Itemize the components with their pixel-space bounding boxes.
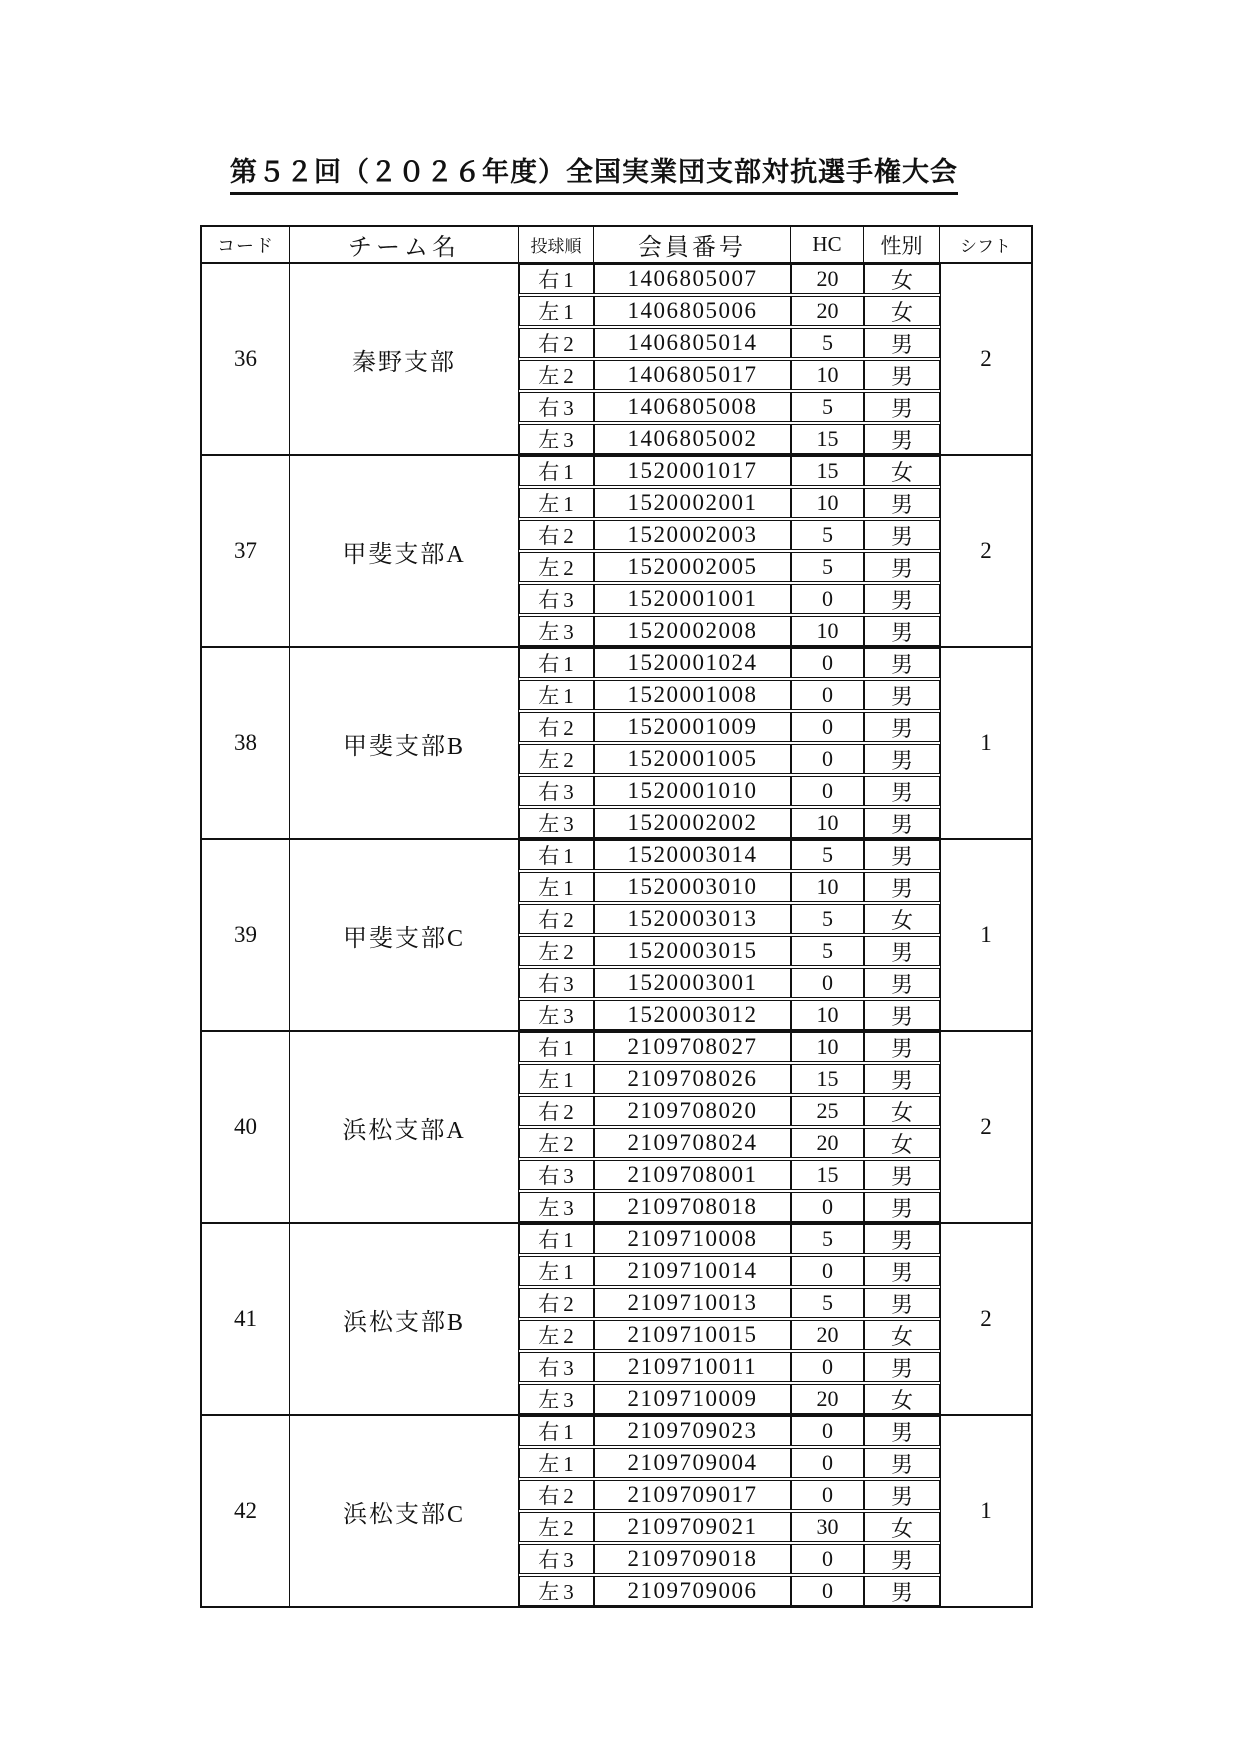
- player-gender: 男: [864, 1576, 940, 1606]
- team-shift: 1: [940, 648, 1031, 838]
- player-gender: 男: [864, 808, 940, 838]
- player-hc: 0: [791, 744, 864, 774]
- player-member: 2109710013: [594, 1288, 791, 1318]
- player-gender: 女: [864, 1096, 940, 1126]
- player-order: 左1: [519, 488, 594, 518]
- player-gender: 男: [864, 744, 940, 774]
- player-order: 左2: [519, 360, 594, 390]
- team-name: 浜松支部A: [290, 1032, 519, 1222]
- player-order: 右2: [519, 328, 594, 358]
- player-hc: 0: [791, 1416, 864, 1446]
- player-gender: 男: [864, 1160, 940, 1190]
- player-hc: 5: [791, 936, 864, 966]
- player-order: 右1: [519, 840, 594, 870]
- player-gender: 男: [864, 1288, 940, 1318]
- player-hc: 5: [791, 904, 864, 934]
- header-hc: HC: [791, 227, 864, 262]
- player-order: 右2: [519, 1480, 594, 1510]
- player-hc: 10: [791, 808, 864, 838]
- player-hc: 10: [791, 360, 864, 390]
- header-member: 会員番号: [594, 227, 791, 262]
- player-hc: 20: [791, 1128, 864, 1158]
- player-hc: 5: [791, 552, 864, 582]
- player-hc: 0: [791, 968, 864, 998]
- player-order: 左2: [519, 1512, 594, 1542]
- player-member: 1406805007: [594, 264, 791, 294]
- player-hc: 15: [791, 424, 864, 454]
- player-member: 2109708018: [594, 1192, 791, 1222]
- player-order: 右3: [519, 1352, 594, 1382]
- player-hc: 10: [791, 1000, 864, 1030]
- player-order: 左1: [519, 680, 594, 710]
- player-order: 右1: [519, 1224, 594, 1254]
- tournament-table: [200, 225, 1033, 1608]
- player-member: 1520001005: [594, 744, 791, 774]
- player-hc: 0: [791, 1192, 864, 1222]
- player-hc: 0: [791, 1352, 864, 1382]
- player-member: 2109709006: [594, 1576, 791, 1606]
- player-gender: 女: [864, 1384, 940, 1414]
- player-order: 左2: [519, 1320, 594, 1350]
- player-member: 1520002003: [594, 520, 791, 550]
- player-order: 左3: [519, 1192, 594, 1222]
- player-gender: 男: [864, 360, 940, 390]
- header-code: コード: [202, 227, 290, 262]
- player-member: 1520001008: [594, 680, 791, 710]
- player-order: 左2: [519, 1128, 594, 1158]
- player-gender: 男: [864, 1224, 940, 1254]
- player-member: 1520003010: [594, 872, 791, 902]
- player-order: 右3: [519, 392, 594, 422]
- player-gender: 男: [864, 392, 940, 422]
- player-gender: 男: [864, 648, 940, 678]
- player-gender: 女: [864, 264, 940, 294]
- player-hc: 25: [791, 1096, 864, 1126]
- player-hc: 0: [791, 1544, 864, 1574]
- player-hc: 5: [791, 1224, 864, 1254]
- player-gender: 男: [864, 424, 940, 454]
- player-hc: 5: [791, 328, 864, 358]
- player-hc: 10: [791, 488, 864, 518]
- player-gender: 男: [864, 1192, 940, 1222]
- player-member: 1520002008: [594, 616, 791, 646]
- player-hc: 20: [791, 1384, 864, 1414]
- player-member: 1520002001: [594, 488, 791, 518]
- player-hc: 30: [791, 1512, 864, 1542]
- player-member: 1520003001: [594, 968, 791, 998]
- player-hc: 5: [791, 520, 864, 550]
- player-gender: 男: [864, 1256, 940, 1286]
- player-hc: 20: [791, 1320, 864, 1350]
- player-member: 1520003012: [594, 1000, 791, 1030]
- header-gender: 性別: [864, 227, 940, 262]
- team-block: [202, 454, 1031, 646]
- player-order: 右1: [519, 456, 594, 486]
- player-gender: 男: [864, 584, 940, 614]
- player-member: 1520003015: [594, 936, 791, 966]
- player-gender: 男: [864, 488, 940, 518]
- team-code: 40: [202, 1032, 290, 1222]
- player-gender: 男: [864, 1416, 940, 1446]
- team-block: [202, 646, 1031, 838]
- player-order: 左1: [519, 1064, 594, 1094]
- team-name: 浜松支部C: [290, 1416, 519, 1606]
- team-name: 甲斐支部B: [290, 648, 519, 838]
- team-code: 41: [202, 1224, 290, 1414]
- player-member: 1520001024: [594, 648, 791, 678]
- player-order: 左3: [519, 1384, 594, 1414]
- player-gender: 男: [864, 552, 940, 582]
- player-hc: 0: [791, 648, 864, 678]
- header-team: チーム名: [290, 227, 519, 262]
- team-block: [202, 264, 1031, 454]
- team-shift: 2: [940, 1032, 1031, 1222]
- player-gender: 男: [864, 520, 940, 550]
- player-gender: 男: [864, 968, 940, 998]
- player-hc: 15: [791, 456, 864, 486]
- player-hc: 0: [791, 584, 864, 614]
- player-hc: 20: [791, 296, 864, 326]
- player-gender: 男: [864, 328, 940, 358]
- player-member: 2109710015: [594, 1320, 791, 1350]
- table-header-row: [202, 227, 1031, 264]
- player-order: 右3: [519, 1160, 594, 1190]
- player-member: 1520002005: [594, 552, 791, 582]
- player-member: 2109709004: [594, 1448, 791, 1478]
- player-hc: 0: [791, 776, 864, 806]
- player-gender: 男: [864, 1032, 940, 1062]
- player-hc: 15: [791, 1064, 864, 1094]
- player-member: 2109708024: [594, 1128, 791, 1158]
- player-member: 2109710009: [594, 1384, 791, 1414]
- team-shift: 2: [940, 264, 1031, 454]
- player-member: 1520001009: [594, 712, 791, 742]
- player-member: 2109709018: [594, 1544, 791, 1574]
- team-code: 39: [202, 840, 290, 1030]
- player-order: 右3: [519, 1544, 594, 1574]
- player-order: 左3: [519, 616, 594, 646]
- team-name: 浜松支部B: [290, 1224, 519, 1414]
- player-gender: 男: [864, 776, 940, 806]
- team-code: 36: [202, 264, 290, 454]
- player-order: 左3: [519, 424, 594, 454]
- team-block: [202, 1222, 1031, 1414]
- team-name: 甲斐支部C: [290, 840, 519, 1030]
- player-order: 右2: [519, 1096, 594, 1126]
- player-gender: 女: [864, 456, 940, 486]
- team-code: 42: [202, 1416, 290, 1606]
- player-member: 2109709017: [594, 1480, 791, 1510]
- player-order: 右1: [519, 1032, 594, 1062]
- header-shift: シフト: [960, 237, 1011, 256]
- team-block: [202, 1414, 1031, 1606]
- player-gender: 男: [864, 1448, 940, 1478]
- team-block: [202, 1030, 1031, 1222]
- player-gender: 男: [864, 840, 940, 870]
- player-member: 2109710011: [594, 1352, 791, 1382]
- player-gender: 男: [864, 712, 940, 742]
- player-gender: 女: [864, 1128, 940, 1158]
- player-member: 2109709023: [594, 1416, 791, 1446]
- player-gender: 男: [864, 1000, 940, 1030]
- player-order: 左3: [519, 808, 594, 838]
- player-order: 左1: [519, 1448, 594, 1478]
- player-hc: 10: [791, 1032, 864, 1062]
- player-member: 2109708001: [594, 1160, 791, 1190]
- player-hc: 15: [791, 1160, 864, 1190]
- player-hc: 5: [791, 840, 864, 870]
- player-gender: 女: [864, 1512, 940, 1542]
- team-name: 秦野支部: [290, 264, 519, 454]
- player-order: 左3: [519, 1576, 594, 1606]
- player-hc: 0: [791, 1256, 864, 1286]
- team-name: 甲斐支部A: [290, 456, 519, 646]
- player-order: 左2: [519, 552, 594, 582]
- player-hc: 10: [791, 872, 864, 902]
- player-hc: 5: [791, 392, 864, 422]
- header-order: 投球順: [519, 227, 594, 262]
- player-member: 1406805014: [594, 328, 791, 358]
- player-hc: 20: [791, 264, 864, 294]
- player-member: 1520001017: [594, 456, 791, 486]
- player-member: 2109708027: [594, 1032, 791, 1062]
- player-order: 右3: [519, 584, 594, 614]
- player-order: 右3: [519, 776, 594, 806]
- player-member: 2109708020: [594, 1096, 791, 1126]
- player-order: 右2: [519, 1288, 594, 1318]
- player-member: 1520001001: [594, 584, 791, 614]
- player-gender: 男: [864, 1064, 940, 1094]
- player-gender: 男: [864, 616, 940, 646]
- player-member: 2109708026: [594, 1064, 791, 1094]
- player-hc: 0: [791, 712, 864, 742]
- player-order: 右2: [519, 520, 594, 550]
- player-member: 1520001010: [594, 776, 791, 806]
- player-member: 2109709021: [594, 1512, 791, 1542]
- player-order: 左1: [519, 872, 594, 902]
- player-order: 右1: [519, 648, 594, 678]
- player-gender: 女: [864, 296, 940, 326]
- player-member: 2109710014: [594, 1256, 791, 1286]
- player-gender: 男: [864, 1352, 940, 1382]
- player-order: 右1: [519, 1416, 594, 1446]
- player-order: 右3: [519, 968, 594, 998]
- player-gender: 男: [864, 680, 940, 710]
- player-gender: 女: [864, 1320, 940, 1350]
- player-order: 左1: [519, 296, 594, 326]
- team-shift: 1: [940, 840, 1031, 1030]
- player-gender: 男: [864, 936, 940, 966]
- team-code: 37: [202, 456, 290, 646]
- player-gender: 男: [864, 872, 940, 902]
- player-hc: 5: [791, 1288, 864, 1318]
- player-gender: 男: [864, 1544, 940, 1574]
- team-shift: 2: [940, 456, 1031, 646]
- player-hc: 0: [791, 1576, 864, 1606]
- player-order: 左1: [519, 1256, 594, 1286]
- player-member: 1406805008: [594, 392, 791, 422]
- player-order: 右1: [519, 264, 594, 294]
- player-member: 1520003013: [594, 904, 791, 934]
- player-member: 1520003014: [594, 840, 791, 870]
- player-order: 左2: [519, 936, 594, 966]
- team-blocks: [202, 264, 1031, 1606]
- player-hc: 10: [791, 616, 864, 646]
- player-order: 左2: [519, 744, 594, 774]
- player-order: 右2: [519, 904, 594, 934]
- player-gender: 男: [864, 1480, 940, 1510]
- player-gender: 女: [864, 904, 940, 934]
- player-order: 右2: [519, 712, 594, 742]
- team-shift: 1: [940, 1416, 1031, 1606]
- player-member: 1520002002: [594, 808, 791, 838]
- player-hc: 0: [791, 680, 864, 710]
- page-title: 第５２回（２０２６年度）全国実業団支部対抗選手権大会: [230, 150, 958, 195]
- player-member: 1406805017: [594, 360, 791, 390]
- player-member: 1406805006: [594, 296, 791, 326]
- player-order: 左3: [519, 1000, 594, 1030]
- player-hc: 0: [791, 1480, 864, 1510]
- player-member: 2109710008: [594, 1224, 791, 1254]
- team-code: 38: [202, 648, 290, 838]
- team-block: [202, 838, 1031, 1030]
- team-shift: 2: [940, 1224, 1031, 1414]
- player-member: 1406805002: [594, 424, 791, 454]
- player-hc: 0: [791, 1448, 864, 1478]
